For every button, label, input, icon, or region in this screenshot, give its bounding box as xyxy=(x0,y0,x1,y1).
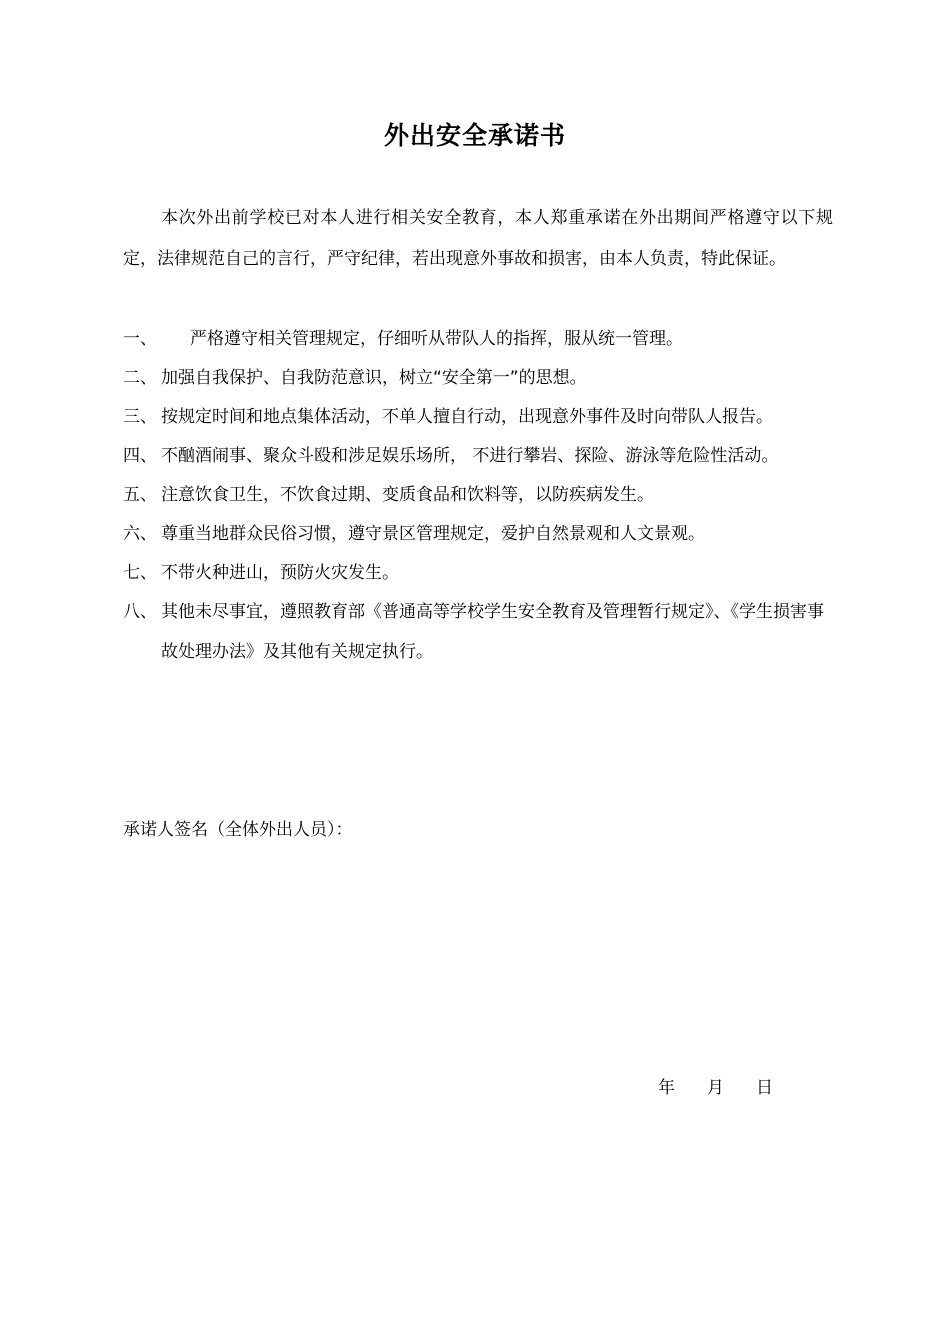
rule-item-3 xyxy=(123,397,835,437)
rule-item-6 xyxy=(123,514,835,554)
rule-text: 不带火种进山，预防火灾发生。 xyxy=(161,563,399,583)
rule-text: 其他未尽事宜，遵照教育部《普通高等学校学生安全教育及管理暂行规定》、《学生损害事故处理办法》及其他有关规定执行。 xyxy=(161,602,824,662)
rule-text: 严格遵守相关管理规定，仔细听从带队人的指挥，服从统一管理。 xyxy=(190,329,683,349)
rule-item-7 xyxy=(123,553,835,593)
rule-text: 按规定时间和地点集体活动，不单人擅自行动，出现意外事件及时向带队人报告。 xyxy=(161,407,773,427)
rule-text: 加强自我保护、自我防范意识，树立“安全第一”的思想。 xyxy=(161,368,587,388)
rule-number: 二、 xyxy=(123,368,157,388)
rule-item-2 xyxy=(123,358,835,398)
rule-number: 四、 xyxy=(123,446,157,466)
signature-label: 承诺人签名（全体外出人员）： xyxy=(123,820,353,840)
rule-item-8 xyxy=(123,592,835,672)
rule-item-4 xyxy=(123,436,835,476)
date-month: 月 xyxy=(707,1078,724,1098)
rule-item-5 xyxy=(123,475,835,515)
rule-number: 七、 xyxy=(123,563,157,583)
rule-number: 三、 xyxy=(123,407,157,427)
date-day: 日 xyxy=(756,1078,773,1098)
rule-number: 五、 xyxy=(123,485,157,505)
rule-text: 不酗酒闹事、聚众斗殴和涉足娱乐场所， 不进行攀岩、探险、游泳等危险性活动。 xyxy=(161,446,779,466)
intro-paragraph: 本次外出前学校已对本人进行相关安全教育，本人郑重承诺在外出期间严格遵守以下规定，法律规范自己的言行，严守纪律，若出现意外事故和损害，由本人负责，特此保证。 xyxy=(123,208,833,269)
date-year: 年 xyxy=(658,1078,675,1098)
rule-number: 一、 xyxy=(123,329,157,349)
rule-number: 八、 xyxy=(123,602,157,622)
rule-item-1 xyxy=(123,319,835,359)
rule-number: 六、 xyxy=(123,524,157,544)
document-title: 外出安全承诺书 xyxy=(383,121,566,150)
rules-list xyxy=(123,319,835,671)
rule-text: 尊重当地群众民俗习惯，遵守景区管理规定，爱护自然景观和人文景观。 xyxy=(161,524,705,544)
rule-text: 注意饮食卫生，不饮食过期、变质食品和饮料等，以防疾病发生。 xyxy=(161,485,654,505)
date-line xyxy=(658,1070,773,1106)
